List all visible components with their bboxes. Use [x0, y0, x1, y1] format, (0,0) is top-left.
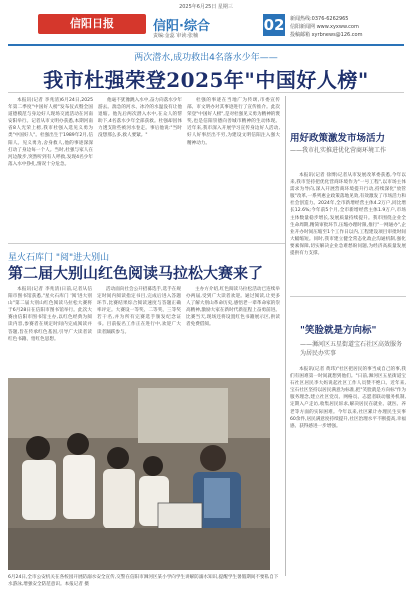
main-story-column-1	[8, 97, 93, 237]
news-photo	[8, 378, 270, 570]
story2-column-2	[97, 286, 181, 374]
editor-credits: 责编:金蕊 审读:张楠	[153, 33, 198, 39]
main-story-column-3	[187, 97, 280, 237]
contact-line: 投稿邮箱 xyrbnews@126.com	[290, 32, 363, 38]
header-rule	[8, 44, 404, 46]
photo-caption: 6月24日,全市公安机关在各校园开展防溺水安全宣传,交警在信阳市浉河区某小学向学生讲解防溺水知识,提醒学生暑假期间不要私自下水游泳,增强安全防范意识。本报记者 摄	[8, 575, 279, 587]
page-number: 02	[263, 16, 285, 34]
side-story-1-text: 本报讯(记者 徐博)记者从市发展改革委获悉,今年以来,我市坚持把优化营商环境作为"一号工程",以市场主体需求为导向,深入开展营商环境提升行动,持续深化"放管服"改革,一系列惠企政策落地见效,有效激发了市场活力和社会创造力。2024年,全市新增经营主体4.2万户,同比增长12.6%;今年前5个月,全市新增经营主体1.9万户,市场主体数量稳步增长,发展质量持续提升。我市围绕企业全生命周期,精简审批环节,压缩办理时限,推行"一网通办",企业开办时间压缩至1个工作日以内,工程建设项目审批时间大幅缩短。同时,我市建立健全常态化政企沟通机制,强化要素保障,切实解决企业急难愁盼问题,为经济高质量发展提供有力支撑。	[290, 173, 406, 257]
story2-kicker: 星火石库门 "阅"进大别山	[8, 253, 110, 263]
side-story-1-body	[290, 172, 406, 290]
main-story-text: 他毫不犹豫跳入水中,奋力向落水少年游去。湍急的河水、冰冷的水温没有让他退缩。他先后两次潜入水中,在众人的帮助下,4名落水少年全部获救。杜强却因体力透支险些被河水卷走。事后他说:"当时没想那么多,救人要紧。"	[98, 98, 182, 139]
side-story-2-headline: "笑脸就是方向标"	[300, 325, 377, 336]
column-divider	[285, 96, 286, 576]
contact-line: 信阳新闻网 www.xyxww.com	[290, 24, 359, 30]
contact-line: 新闻热线:0376-6262965	[290, 16, 349, 22]
headline-rule	[8, 92, 404, 93]
story-divider	[8, 243, 285, 244]
contact-info	[290, 15, 408, 39]
story2-text: 活动面向社会公开招募选手,选手在规定时间内阅读指定书目,完成后进入答题环节,比赛结果综合阅读速度与答题正确率评定。大赛设一等奖、二等奖、三等奖若干名,并为所有完赛选手颁发纪念证书。目前报名工作正在进行中,欢迎广大读者踊跃参与。	[97, 287, 181, 335]
news-photo-illustration	[8, 378, 270, 570]
main-headline: 我市杜强荣登2025年"中国好人榜"	[43, 68, 369, 92]
main-story-text: 杜强的事迹在当地广为传颂,市委宣传部、市文明办对其事迹进行了宣传推介。此次荣登"中国好人榜",是对杜强见义勇为精神的褒奖,也是信阳崇德向善城市精神的生动体现。近年来,我市深入开展学习宣传身边好人活动,好人好事层出不穷,为建设文明信阳注入强大精神动力。	[187, 98, 280, 146]
story2-text: 主办方介绍,红色阅读马拉松活动已连续举办两届,受到广大读者欢迎。通过阅读,让更多人了解大别山革命历史,感悟老一辈革命家的崇高精神,激励大家在新时代新征程上奋勇前进。比赛当天,现场还将设置红色书籍展示区,供读者免费借阅。	[186, 287, 280, 328]
issue-date-line: 2025年6月25日 星期三	[179, 4, 233, 10]
story2-headline: 第二届大别山红色阅读马拉松大赛来了	[8, 264, 264, 282]
story2-column-1	[8, 286, 92, 374]
newspaper-logo: 信阳日报	[38, 14, 146, 34]
side-story-1-subheadline: ——我市扎实推进优化营商环境工作	[290, 147, 387, 154]
side-story-2-body	[290, 366, 406, 602]
main-story-text: 本报讯(记者 李兆清)6月24日,2025年第二季度"中国好人榜"发布仪式暨全国道德模范与身边好人现场交流活动在河南安阳举行。记者从市文明办获悉,本期河南省8人光荣上榜,我市杜强入选见义勇为类"中国好人"。杜强出生于1989年2月,信阳人。见义勇为,舍身救人,他的事迹深深打动了身边每一个人。当时,杜强与家人在河边散步,突然听到有人呼救,发现4名少年落入水中挣扎,情况十分危急。	[8, 98, 93, 167]
side-story-2-text: 本报讯(记者 黄玮)"社区把居民的事当成自己的事,我们有困难第一时间就想到他们。"日前,浉河区五星街道宝石社区居民李大妈说起社区工作人员赞不绝口。近年来,宝石社区坚持以居民满意为标准,把"笑脸就是方向标"作为服务理念,建立社区党员、网格员、志愿者联动服务机制,定期入户走访,收集居民诉求,解决居民在就业、就医、养老等方面的实际困难。今年以来,社区累计办理民生实事60余件,居民满意度持续提升,社区治理水平不断提高,幸福感、获得感进一步增强。	[290, 367, 406, 429]
side-rule	[290, 296, 406, 297]
side-story-1-headline: 用好政策激发市场活力	[290, 133, 386, 144]
story2-column-3	[186, 286, 280, 374]
section-title: 信阳·综合	[153, 19, 210, 34]
main-story-column-2	[98, 97, 182, 237]
story2-text: 本报讯(记者 李兆清)日前,记者从信阳市图书馆获悉,"星火石库门 '阅'进大别山"第二届大别山红色阅读马拉松大赛将于6月28日在信阳市图书馆举行。此次大赛由信阳市图书馆主办,以红色经典为阅读内容,参赛者在规定时间内完成阅读并答题,旨在传承红色基因,引导广大读者读红色书籍、悟红色思想。	[8, 287, 92, 342]
page-banner	[8, 12, 404, 42]
main-kicker: 两次潜水,成功救出4名落水少年——	[134, 53, 278, 63]
side-story-2-subheadline: ——浉河区五星街道宝石社区高效服务为居民办实事	[300, 341, 403, 357]
